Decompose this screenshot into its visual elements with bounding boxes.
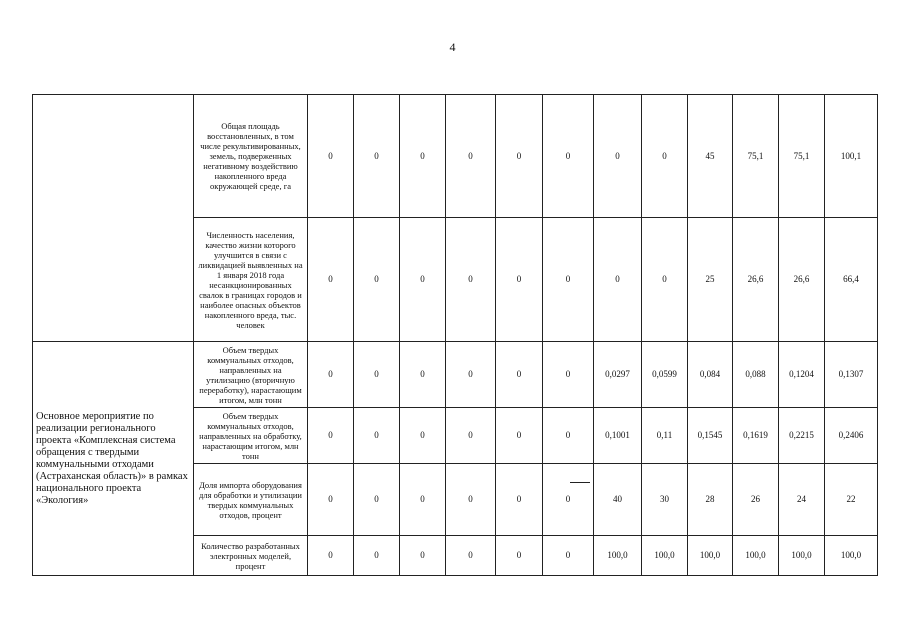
value-cell: 0 (446, 218, 496, 342)
value-cell: 100,1 (825, 95, 878, 218)
value-cell: 26,6 (779, 218, 825, 342)
value-cell: 0 (400, 464, 446, 536)
value-cell: 45 (688, 95, 733, 218)
value-cell: 0 (446, 408, 496, 464)
value-cell: 0 (400, 408, 446, 464)
value-cell: 0 (496, 536, 543, 576)
value-cell: 0 (543, 408, 594, 464)
value-cell: 0 (308, 342, 354, 408)
value-cell: 0 (446, 342, 496, 408)
value-cell: 0 (446, 95, 496, 218)
handwritten-dash (570, 482, 590, 483)
value-cell: 0 (354, 342, 400, 408)
value-cell: 0 (594, 218, 642, 342)
value-cell: 0 (543, 95, 594, 218)
value-cell: 0 (308, 536, 354, 576)
value-cell: 100,0 (642, 536, 688, 576)
value-cell: 0,1307 (825, 342, 878, 408)
value-cell: 0,2215 (779, 408, 825, 464)
value-cell: 0,0599 (642, 342, 688, 408)
value-cell: 0 (543, 536, 594, 576)
value-cell: 0 (354, 536, 400, 576)
value-cell: 0 (354, 464, 400, 536)
value-cell: 0 (354, 408, 400, 464)
value-cell: 0 (354, 218, 400, 342)
value-cell: 0 (308, 408, 354, 464)
value-cell: 25 (688, 218, 733, 342)
value-cell: 0,2406 (825, 408, 878, 464)
indicator-name: Количество разработанных электронных моделей, процент (194, 536, 308, 576)
value-cell: 0 (400, 95, 446, 218)
value-cell: 24 (779, 464, 825, 536)
value-cell: 100,0 (825, 536, 878, 576)
value-cell: 0 (354, 95, 400, 218)
value-cell: 0 (642, 95, 688, 218)
value-cell: 0 (543, 464, 594, 536)
value-cell: 0 (496, 95, 543, 218)
value-cell: 0 (446, 536, 496, 576)
value-cell: 100,0 (779, 536, 825, 576)
section-cell-empty (33, 95, 194, 342)
value-cell: 0,1204 (779, 342, 825, 408)
value-cell: 75,1 (733, 95, 779, 218)
value-cell: 100,0 (594, 536, 642, 576)
value-cell: 0 (496, 218, 543, 342)
indicator-name: Численность населения, качество жизни которого улучшится в связи с ликвидацией выявленных на 1 января 2018 года несанкционированных свалок в границах городов и наиболее опасных объектов накопленного вреда, тыс. человек (194, 218, 308, 342)
value-cell: 22 (825, 464, 878, 536)
table-row (33, 95, 878, 218)
section-label: Основное мероприятие по реализации регионального проекта «Комплексная система обращения с твердыми коммунальными отходами (Астраханская область)» в рамках национального проекта «Экология» (33, 342, 194, 576)
value-cell: 0 (308, 95, 354, 218)
value-cell: 0 (308, 464, 354, 536)
value-cell: 0,0297 (594, 342, 642, 408)
value-cell: 100,0 (688, 536, 733, 576)
value-cell: 40 (594, 464, 642, 536)
value-cell: 0,1001 (594, 408, 642, 464)
value-cell: 0 (400, 536, 446, 576)
value-cell: 0,088 (733, 342, 779, 408)
value-cell: 26 (733, 464, 779, 536)
value-cell: 0 (496, 464, 543, 536)
value-cell: 26,6 (733, 218, 779, 342)
value-cell: 0,084 (688, 342, 733, 408)
value-cell: 75,1 (779, 95, 825, 218)
value-cell: 0,1545 (688, 408, 733, 464)
indicators-table (32, 94, 878, 576)
value-cell: 66,4 (825, 218, 878, 342)
indicator-name: Общая площадь восстановленных, в том числе рекультивированных, земель, подверженных негативному воздействию накопленного вреда окружающей среде, га (194, 95, 308, 218)
indicator-name: Объем твердых коммунальных отходов, направленных на обработку, нарастающим итогом, млн тонн (194, 408, 308, 464)
value-cell: 0 (543, 218, 594, 342)
value-cell: 0 (594, 95, 642, 218)
value-cell: 0 (308, 218, 354, 342)
indicator-name: Доля импорта оборудования для обработки и утилизации твердых коммунальных отходов, процент (194, 464, 308, 536)
value-cell: 100,0 (733, 536, 779, 576)
value-cell: 28 (688, 464, 733, 536)
value-cell: 0,1619 (733, 408, 779, 464)
value-cell: 0 (400, 342, 446, 408)
value-cell: 0 (642, 218, 688, 342)
value-cell: 0 (400, 218, 446, 342)
table-row (33, 342, 878, 408)
value-cell: 0 (496, 342, 543, 408)
value-cell: 0 (446, 464, 496, 536)
value-cell: 0 (496, 408, 543, 464)
page-number: 4 (449, 40, 456, 54)
value-cell: 0,11 (642, 408, 688, 464)
value-cell: 0 (543, 342, 594, 408)
indicator-name: Объем твердых коммунальных отходов, направленных на утилизацию (вторичную переработку), нарастающим итогом, млн тонн (194, 342, 308, 408)
value-cell: 30 (642, 464, 688, 536)
